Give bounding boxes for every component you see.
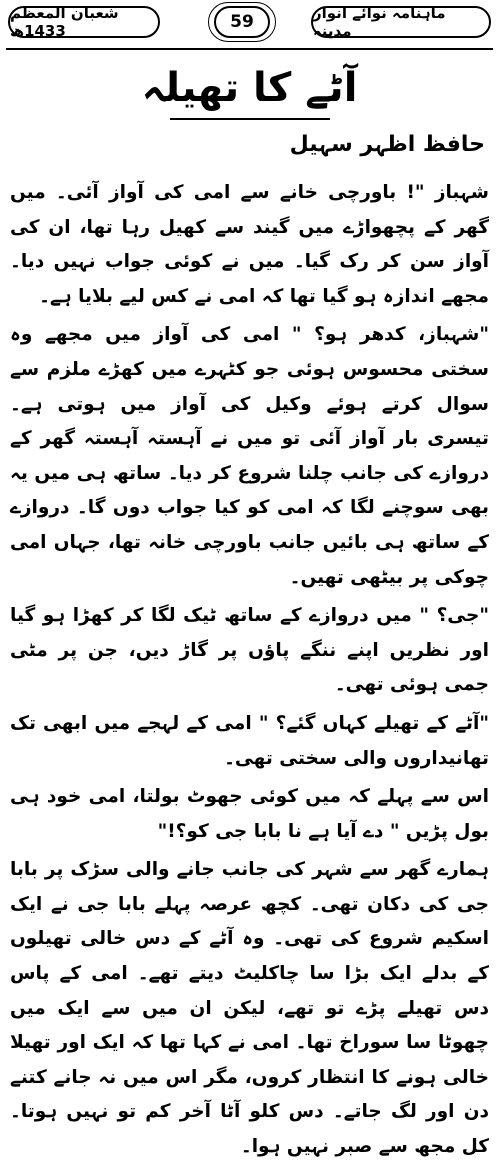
header-rule [6,48,493,50]
page-number: 59 [214,6,270,38]
article-body [10,176,489,1158]
title-underline [170,118,330,120]
article-author: حافظ اظہر سہیل [289,132,485,157]
paragraph: شہباز "! باورچی خانے سے امی کی آواز آئی۔ میں گھر کے پچھواڑے میں گیند سے کھیل رہا تھا، ان کی آواز سن کر رک گیا۔ میں نے کوئی جواب نہیں دیا۔ مجھے اندازہ ہو گیا تھا کہ امی نے کس لیے بلایا ہے۔ [10,182,489,307]
paragraph: ہمارے گھر سے شہر کی جانب جانے والی سڑک پر بابا جی کی دکان تھی۔ کچھ عرصہ پہلے بابا جی نے ایک اسکیم شروع کی تھی۔ وہ آٹے کے دس خالی تھیلوں کے بدلے ایک بڑا سا چاکلیٹ دیتے تھے۔ امی کے پاس دس تھیلے پڑے تو تھے، لیکن ان میں سے ایک میں چھوٹا سا سوراخ تھا۔ امی نے کہا تھا کہ ایک اور تھیلا خالی ہونے کا انتظار کروں، مگر اس میں نہ جانے کتنے دن اور لگ جاتے۔ دس کلو آٹا آخر کم تو نہیں ہوتا۔ کل مجھ سے صبر نہیں ہوا۔ [10,859,489,1158]
paragraph: "آٹے کے تھیلے کہاں گئے؟ " امی کے لہجے میں ابھی تک تھانیداروں والی سختی تھی۔ [10,712,489,769]
article-title: آٹے کا تھیلہ [141,65,358,111]
page-header [0,0,499,56]
paragraph: "شہباز، کدھر ہو؟ " امی کی آواز میں مجھے وہ سختی محسوس ہوئی جو کٹہرے میں کھڑے ملزم سے سوال کرتے ہوئے وکیل کی آواز میں ہوتی ہے۔ تیسری بار آواز آئی تو میں نے آہستہ آہستہ گھر کے دروازے کی جانب چلنا شروع کر دیا۔ ساتھ ہی میں یہ بھی سوچنے لگا کہ امی کو کیا جواب دوں گا۔ دروازے کے ساتھ ہی بائیں جانب باورچی خانہ تھا، جہاں امی چوکی پر بیٹھی تھیں۔ [10,324,489,588]
issue-date-label: شعبان المعظم 1433ھ [8,6,160,38]
paragraph: "جی؟ " میں دروازے کے ساتھ ٹیک لگا کر کھڑا ہو گیا اور نظریں اپنے ننگے پاؤں پر گاڑ دیں، جن پر مٹی جمی ہوئی تھی۔ [10,605,489,696]
magazine-name-label: ماہنامہ نوائے انوار مدینہ [311,6,491,38]
paragraph: اس سے پہلے کہ میں کوئی جھوٹ بولتا، امی خود ہی بول پڑیں " دے آیا ہے نا بابا جی کو؟!" [10,786,489,842]
